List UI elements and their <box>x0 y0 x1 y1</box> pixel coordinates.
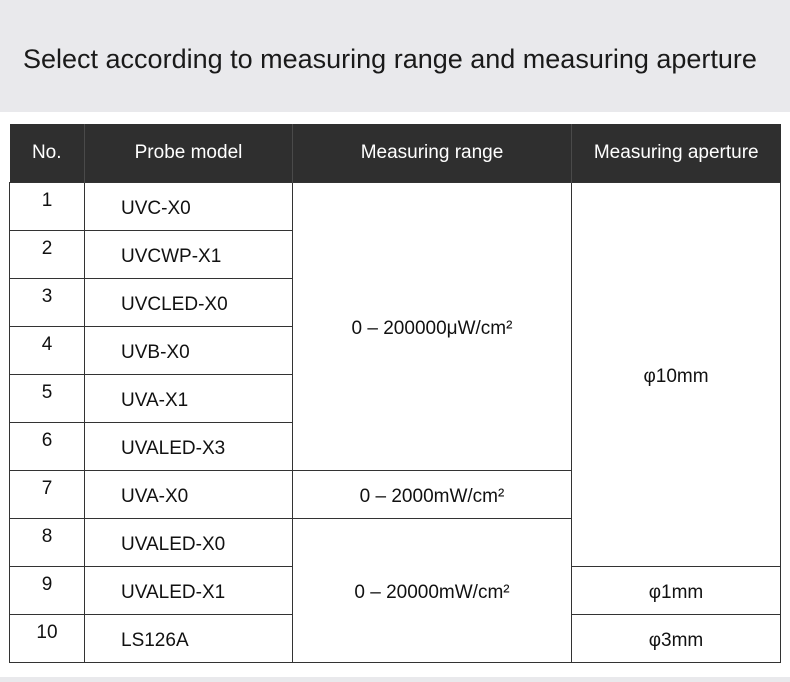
probe-model-cell: UVCWP-X1 <box>85 231 293 279</box>
row-number: 3 <box>10 279 85 327</box>
probe-model-cell: UVB-X0 <box>85 327 293 375</box>
header-probe-model: Probe model <box>85 124 293 183</box>
bottom-bar <box>0 677 790 682</box>
header-measuring-range: Measuring range <box>293 124 572 183</box>
measuring-aperture-cell: φ1mm <box>572 567 781 615</box>
probe-model-cell: UVC-X0 <box>85 183 293 231</box>
probe-model-cell: UVCLED-X0 <box>85 279 293 327</box>
probe-model-cell: UVA-X1 <box>85 375 293 423</box>
row-number: 1 <box>10 183 85 231</box>
measuring-aperture-cell: φ10mm <box>572 183 781 567</box>
title-banner <box>0 0 790 112</box>
probe-model-cell: UVALED-X1 <box>85 567 293 615</box>
row-number: 4 <box>10 327 85 375</box>
header-measuring-aperture: Measuring aperture <box>572 124 781 183</box>
row-number: 6 <box>10 423 85 471</box>
header-no: No. <box>10 124 85 183</box>
row-number: 5 <box>10 375 85 423</box>
row-number: 2 <box>10 231 85 279</box>
probe-model-cell: UVA-X0 <box>85 471 293 519</box>
table-header-row <box>10 124 781 183</box>
row-number: 8 <box>10 519 85 567</box>
probe-selection-table <box>9 124 781 663</box>
measuring-aperture-cell: φ3mm <box>572 615 781 663</box>
measuring-range-cell: 0 – 200000μW/cm² <box>293 183 572 471</box>
probe-model-cell: UVALED-X3 <box>85 423 293 471</box>
measuring-range-cell: 0 – 20000mW/cm² <box>293 519 572 663</box>
table-row <box>10 183 781 231</box>
probe-model-cell: UVALED-X0 <box>85 519 293 567</box>
row-number: 9 <box>10 567 85 615</box>
measuring-range-cell: 0 – 2000mW/cm² <box>293 471 572 519</box>
probe-model-cell: LS126A <box>85 615 293 663</box>
row-number: 10 <box>10 615 85 663</box>
banner-title: Select according to measuring range and measuring aperture <box>23 44 757 74</box>
row-number: 7 <box>10 471 85 519</box>
